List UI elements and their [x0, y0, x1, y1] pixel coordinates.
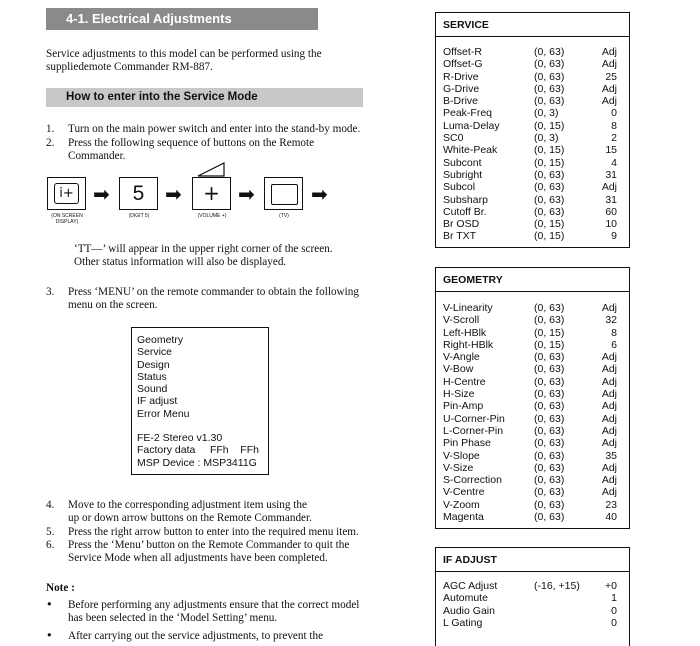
steps-4-6: 4. Move to the corresponding adjustment item using the up or down arrow buttons on the Remote Commander. 5. Press the right arrow button to enter into the required menu item. 6. Press the ‘Menu’ button on the Remote Commander to quit the Service Mode when all adjustments have been completed.: [46, 499, 359, 564]
param-value: 6: [611, 338, 617, 351]
menu-item: Error Menu: [137, 407, 190, 420]
param-name: U-Corner-Pin: [443, 412, 505, 425]
param-name: H-Size: [443, 388, 475, 401]
table-row: [436, 157, 629, 169]
table-row: [436, 120, 629, 132]
menu-item: Status: [137, 370, 167, 383]
param-value: Adj: [601, 375, 617, 388]
param-range: (0, 63): [534, 363, 565, 376]
param-value: Adj: [601, 302, 617, 314]
table-row: [436, 376, 629, 388]
param-name: Right-HBlk: [443, 338, 494, 351]
param-value: 40: [605, 511, 617, 524]
table-row: [436, 83, 629, 95]
param-value: Adj: [601, 424, 617, 437]
table-row: [436, 132, 629, 144]
param-name: B-Drive: [443, 95, 479, 108]
steps-1-2: 1. Turn on the main power switch and enter into the stand-by mode. 2. Press the following sequence of buttons on the Remote Commander.: [46, 123, 376, 163]
param-name: V-Zoom: [443, 498, 480, 511]
table-row: [436, 206, 629, 218]
param-value: Adj: [601, 486, 617, 499]
param-range: (0, 15): [534, 338, 565, 351]
param-name: SC0: [443, 132, 464, 145]
param-range: (0, 15): [534, 144, 565, 157]
menu-item: Sound: [137, 383, 168, 396]
param-name: Br TXT: [443, 230, 477, 243]
param-name: G-Drive: [443, 82, 480, 95]
param-name: Magenta: [443, 511, 484, 524]
param-name: L Gating: [443, 616, 483, 629]
table-row: [436, 499, 629, 511]
param-name: Pin-Amp: [443, 400, 484, 413]
param-value: 1: [611, 592, 617, 605]
param-value: 8: [611, 119, 617, 132]
param-range: (0, 3): [534, 107, 559, 120]
table-row: [436, 181, 629, 193]
param-name: H-Centre: [443, 375, 486, 388]
param-range: (-16, +15): [534, 580, 580, 592]
table-row: [436, 194, 629, 206]
param-value: Adj: [601, 461, 617, 474]
param-name: V-Size: [443, 461, 474, 474]
table-row: [436, 230, 629, 242]
param-name: Subright: [443, 168, 483, 181]
param-range: (0, 63): [534, 168, 565, 181]
param-name: V-Bow: [443, 363, 474, 376]
param-value: 25: [605, 70, 617, 83]
geometry-rows: [436, 292, 629, 523]
service-menu-screen: [131, 327, 269, 475]
table-row: [436, 107, 629, 119]
param-range: (0, 63): [534, 46, 565, 58]
table-row: [436, 339, 629, 351]
table-row: [436, 511, 629, 523]
param-value: Adj: [601, 363, 617, 376]
table-row: [436, 462, 629, 474]
param-name: R-Drive: [443, 70, 479, 83]
arrow-right-icon: ➡: [165, 182, 182, 206]
table-row: [436, 218, 629, 230]
param-value: 32: [605, 314, 617, 327]
table-row: [436, 605, 629, 617]
param-value: 60: [605, 205, 617, 218]
param-name: L-Corner-Pin: [443, 424, 504, 437]
param-value: +0: [605, 580, 617, 592]
if-adjust-rows: [436, 572, 629, 629]
notes-list: • Before performing any adjustments ensure that the correct model has been selected in the ‘Model Setting’ menu. • After carrying out the service adjustments, to prevent the: [46, 598, 360, 642]
caption-osd: (ON SCREEN DISPLAY): [51, 213, 83, 225]
param-value: 0: [611, 604, 617, 617]
param-value: 31: [605, 168, 617, 181]
param-name: Br OSD: [443, 218, 480, 231]
param-value: Adj: [601, 46, 617, 58]
param-name: Left-HBlk: [443, 326, 487, 339]
step-3: 3. Press ‘MENU’ on the remote commander to obtain the following menu on the screen.: [46, 286, 359, 311]
param-range: (0, 63): [534, 95, 565, 108]
param-name: V-Linearity: [443, 302, 493, 314]
param-value: Adj: [601, 412, 617, 425]
table-row: [436, 351, 629, 363]
param-value: 35: [605, 449, 617, 462]
table-row: [436, 450, 629, 462]
param-range: (0, 15): [534, 218, 565, 231]
volume-wedge-icon: [197, 162, 225, 177]
param-range: (0, 63): [534, 351, 565, 364]
tv-button-icon: [264, 177, 303, 210]
param-name: Subcont: [443, 156, 482, 169]
menu-item: Design: [137, 358, 170, 371]
table-row: [436, 400, 629, 412]
param-value: Adj: [601, 58, 617, 71]
panel-title: GEOMETRY: [436, 268, 629, 292]
param-range: (0, 63): [534, 70, 565, 83]
param-value: 4: [611, 156, 617, 169]
note-title: Note :: [46, 582, 75, 594]
arrow-right-icon: ➡: [311, 182, 328, 206]
param-name: Subcol: [443, 181, 476, 194]
param-name: Offset-R: [443, 46, 482, 58]
table-row: [436, 71, 629, 83]
arrow-right-icon: ➡: [238, 182, 255, 206]
table-row: [436, 413, 629, 425]
table-row: [436, 169, 629, 181]
param-range: (0, 63): [534, 437, 565, 450]
param-range: (0, 63): [534, 302, 565, 314]
param-range: (0, 63): [534, 474, 565, 487]
param-value: 8: [611, 326, 617, 339]
table-row: [436, 592, 629, 604]
osd-button-icon: i+: [47, 177, 86, 210]
panel-title: IF ADJUST: [436, 548, 629, 572]
section-title: 4-1. Electrical Adjustments: [46, 8, 318, 30]
param-range: (0, 63): [534, 82, 565, 95]
table-row: [436, 327, 629, 339]
param-range: (0, 63): [534, 498, 565, 511]
param-name: Pin Phase: [443, 437, 491, 450]
param-name: AGC Adjust: [443, 580, 498, 592]
param-value: Adj: [601, 388, 617, 401]
param-range: (0, 63): [534, 486, 565, 499]
param-value: Adj: [601, 82, 617, 95]
param-range: (0, 3): [534, 132, 559, 145]
param-value: 0: [611, 107, 617, 120]
table-row: [436, 617, 629, 629]
param-value: Adj: [601, 181, 617, 194]
param-range: (0, 63): [534, 205, 565, 218]
param-range: (0, 63): [534, 314, 565, 327]
param-value: Adj: [601, 95, 617, 108]
caption-volume: (VOLUME +): [197, 213, 227, 219]
param-range: (0, 63): [534, 412, 565, 425]
table-row: [436, 425, 629, 437]
param-value: 2: [611, 132, 617, 145]
volume-plus-button-icon: +: [192, 177, 231, 210]
intro-text: Service adjustments to this model can be performed using the suppliedemote Commander RM-887.: [46, 48, 322, 73]
param-value: 23: [605, 498, 617, 511]
param-range: (0, 63): [534, 400, 565, 413]
menu-info: Factory data FFh FFh: [137, 444, 259, 457]
param-range: (0, 63): [534, 375, 565, 388]
service-rows: [436, 37, 629, 243]
menu-item: Geometry: [137, 334, 184, 346]
param-value: 10: [605, 218, 617, 231]
param-value: Adj: [601, 351, 617, 364]
table-row: [436, 58, 629, 70]
tt-note: ‘TT—’ will appear in the upper right corner of the screen. Other status information will also be displayed.: [74, 243, 333, 268]
param-name: Audio Gain: [443, 604, 495, 617]
param-range: (0, 63): [534, 388, 565, 401]
param-name: Peak-Freq: [443, 107, 493, 120]
param-range: (0, 15): [534, 119, 565, 132]
param-value: Adj: [601, 437, 617, 450]
param-range: (0, 63): [534, 424, 565, 437]
menu-info: FE-2 Stereo v1.30: [137, 432, 223, 445]
param-value: 31: [605, 193, 617, 206]
param-range: (0, 63): [534, 58, 565, 71]
param-value: 9: [611, 230, 617, 243]
digit-5-button-icon: 5: [119, 177, 158, 210]
table-row: [436, 437, 629, 449]
menu-item: Service: [137, 346, 173, 359]
table-row: [436, 363, 629, 375]
table-row: [436, 95, 629, 107]
arrow-right-icon: ➡: [93, 182, 110, 206]
param-value: Adj: [601, 474, 617, 487]
param-value: 0: [611, 616, 617, 629]
table-row: [436, 486, 629, 498]
table-row: [436, 474, 629, 486]
param-range: (0, 15): [534, 230, 565, 243]
param-name: Offset-G: [443, 58, 483, 71]
service-panel: [435, 12, 630, 248]
param-name: Automute: [443, 592, 488, 605]
param-value: Adj: [601, 400, 617, 413]
table-row: [436, 388, 629, 400]
param-range: (0, 15): [534, 326, 565, 339]
step-1: 1. Turn on the main power switch and enter into the stand-by mode.: [46, 123, 361, 135]
param-range: (0, 63): [534, 181, 565, 194]
geometry-panel: [435, 267, 630, 529]
param-name: Cutoff Br.: [443, 205, 487, 218]
param-value: 15: [605, 144, 617, 157]
param-name: White-Peak: [443, 144, 498, 157]
param-name: S-Correction: [443, 474, 502, 487]
param-name: V-Slope: [443, 449, 480, 462]
table-row: [436, 46, 629, 58]
param-range: (0, 63): [534, 511, 565, 524]
subhead-service-mode: How to enter into the Service Mode: [46, 88, 363, 107]
param-range: (0, 63): [534, 449, 565, 462]
param-name: V-Centre: [443, 486, 485, 499]
menu-item: IF adjust: [137, 395, 178, 408]
param-range: (0, 63): [534, 193, 565, 206]
table-row: [436, 314, 629, 326]
caption-digit5: (DIGIT 5): [128, 213, 150, 219]
step-2: 2. Press the following sequence of buttons on the Remote: [46, 137, 315, 149]
caption-tv: (TV): [279, 213, 289, 219]
param-name: V-Angle: [443, 351, 480, 364]
panel-title: SERVICE: [436, 13, 629, 37]
table-row: [436, 302, 629, 314]
param-name: Luma-Delay: [443, 119, 500, 132]
param-name: Subsharp: [443, 193, 488, 206]
menu-info: MSP Device : MSP3411G: [137, 456, 257, 469]
table-row: [436, 144, 629, 156]
param-range: (0, 63): [534, 461, 565, 474]
if-adjust-panel: [435, 547, 630, 646]
param-range: (0, 15): [534, 156, 565, 169]
param-name: V-Scroll: [443, 314, 480, 327]
table-row: [436, 580, 629, 592]
